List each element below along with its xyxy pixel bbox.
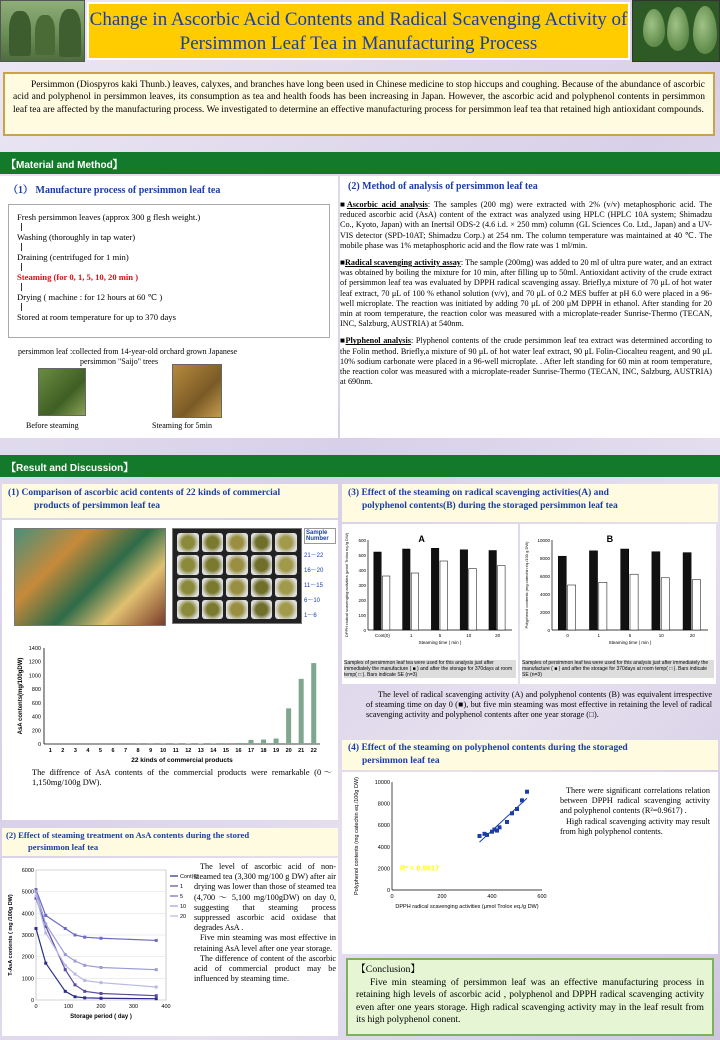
header-tree-photo: [0, 0, 85, 62]
tea-sample-dish: [251, 533, 273, 552]
series-point: [74, 995, 77, 998]
bar: [683, 553, 691, 630]
tea-sample-dish: [177, 578, 199, 597]
y-tick-label: 6000: [539, 574, 550, 579]
tea-sample-dish: [202, 533, 224, 552]
y-tick-label: 0: [363, 628, 366, 633]
x-tick-label: 15: [222, 748, 229, 754]
bar: [440, 561, 447, 630]
legend-label: Cont(0): [180, 874, 199, 880]
leaf-caption-2: persimmon "Saijo" trees: [80, 357, 159, 366]
series-point: [44, 914, 47, 917]
bar: [299, 679, 304, 744]
y-tick-label: 2000: [377, 866, 390, 873]
y-tick-label: 4000: [21, 911, 34, 918]
y-tick-label: 600: [31, 700, 41, 707]
sample-number-label: Sample Number: [304, 528, 336, 544]
tea-sample-dish: [226, 533, 248, 552]
tea-sample-dish: [177, 533, 199, 552]
y-tick-label: 0: [547, 628, 550, 633]
series-point: [35, 895, 38, 898]
bar: [311, 663, 316, 744]
data-point: [498, 825, 502, 829]
header-leaves-photo: [632, 0, 720, 62]
r-squared-label: R² = 0.9617: [400, 863, 440, 873]
result4-text-1: There were significant correlations relation between DPPH radical scavenging activity and polyphenol contents (R²=0.9617) .: [560, 786, 710, 816]
x-tick-label: 10: [160, 748, 167, 754]
x-axis-label: Storage period ( day ): [70, 1014, 132, 1020]
y-tick-label: 8000: [377, 801, 390, 808]
x-tick-label: 3: [73, 748, 77, 754]
title-line-2: Persimmon Leaf Tea in Manufacturing Process: [179, 33, 538, 54]
tea-samples-photo: [172, 528, 302, 624]
flow-step-steaming: Steaming (for 0, 1, 5, 10, 20 min ): [17, 272, 139, 282]
result1-heading-2: products of persimmon leaf tea: [34, 501, 160, 511]
chart-b-note: Samples of persimmon leaf tea were used for this analysis just after immediately the manufacture ( ■ ) and after the storage for 370days at room temp( □ ). Bars indicate SE (n=3): [522, 660, 714, 678]
data-point: [515, 807, 519, 811]
series-point: [44, 923, 47, 926]
tea-sample-dish: [177, 600, 199, 619]
tea-sample-grid: [173, 529, 301, 623]
series-point: [64, 927, 67, 930]
x-tick-label: 1: [48, 748, 52, 754]
series-point: [74, 960, 77, 963]
page-title: [87, 2, 630, 60]
y-tick-label: 0: [37, 742, 41, 748]
y-tick-label: 1200: [28, 659, 41, 666]
bar: [568, 585, 576, 630]
bar: [661, 578, 669, 630]
dpph-bar-chart: [342, 528, 518, 658]
sample-group-4: 6～10: [304, 598, 321, 604]
bar: [599, 582, 607, 630]
y-tick-label: 1000: [28, 673, 41, 680]
tea-sample-dish: [202, 555, 224, 574]
bar: [630, 574, 638, 630]
x-tick-label: 10: [658, 633, 664, 638]
y-axis-label: DPPH radical scavenging activities (μmol Trolox eq./g DW): [344, 532, 349, 638]
x-tick-label: 200: [437, 894, 447, 900]
result1-caption: The diffrence of AsA contents of the commercial products were remarkable (0～1,150mg/100g DW).: [32, 768, 332, 788]
tea-sample-dish: [202, 578, 224, 597]
series-point: [64, 990, 67, 993]
bar: [652, 552, 660, 630]
x-tick-label: 4: [86, 748, 90, 754]
x-tick-label: 18: [260, 748, 267, 754]
x-tick-label: 1: [597, 633, 601, 638]
x-tick-label: 5: [438, 633, 442, 638]
sample-group-3: 11～15: [304, 583, 323, 589]
tea-sample-dish: [226, 600, 248, 619]
manufacture-heading: （1） Manufacture process of persimmon leaf tea: [8, 185, 221, 196]
y-tick-label: 6000: [21, 868, 34, 874]
series-point: [100, 997, 103, 1000]
x-tick-label: Cont(0): [374, 633, 390, 638]
y-tick-label: 8000: [539, 556, 550, 561]
title-line-1: Change in Ascorbic Acid Contents and Radical Scavenging Activity of: [89, 9, 628, 30]
y-tick-label: 600: [358, 538, 366, 543]
x-tick-label: 12: [185, 748, 192, 754]
photo-after-label: Steaming for 5min: [152, 421, 212, 430]
data-point: [510, 811, 514, 815]
conclusion-text: Five min steaming of persimmon leaf was an effective manufacturing process in retaining high levels of ascorbic acid , polyphenol and DPPH radical scavenging activity even after one years storage. High radical scavenging activity may in the leaf result from its high polyphenol conent.: [356, 976, 704, 1026]
tea-sample-dish: [275, 600, 297, 619]
result4-heading-2: persimmon leaf tea: [362, 756, 440, 766]
y-tick-label: 800: [31, 687, 41, 694]
result2-text-2: Five min steaming was most effective in retaining AsA level after one year storage.: [194, 933, 336, 953]
y-tick-label: 5000: [21, 889, 34, 896]
series-point: [100, 981, 103, 984]
x-tick-label: 17: [247, 748, 255, 754]
method-ascorbic: ■Ascorbic acid analysis: The samples (200 mg) were extracted with 2% (v/v) metaphosphoric acid. The reduced ascorbic acid (AsA) content of the extract was analyzed using HPLC (HPLC 10A system; Shimadzu Co., Kyoto, Japan) with an Inertsil ODS-2 (4.6 i.d. × 250 mm) column (GL Sciences Co. Ltd., Japan) and a UV-VIS detector (SPD-10AT; Shimadzu Corp.) at 254 nm. The column temperature was maintained at 40 ℃. The mobile phase was 1% metaphosphoric acid and the flow rate was 1 ml/min.: [340, 200, 712, 250]
bar: [460, 550, 467, 630]
bar: [469, 569, 476, 631]
tea-sample-dish: [275, 578, 297, 597]
x-tick-label: 13: [197, 748, 204, 754]
data-point: [520, 798, 524, 802]
bar: [382, 576, 389, 630]
flow-step-drying: Drying ( machine : for 12 hours at 60 ℃ ): [17, 292, 163, 302]
result2-heading-1: (2) Effect of steaming treatment on AsA contents during the stored: [6, 830, 250, 840]
bar: [403, 549, 410, 630]
tea-sample-dish: [251, 555, 273, 574]
sample-group-2: 16～20: [304, 568, 324, 574]
series-point: [83, 936, 86, 939]
result2-text-3: The difference of content of the ascorbic acid of commercial product may be influenced by steaming time.: [194, 953, 336, 984]
leaf-caption-1: persimmon leaf :collected from 14-year-old orchard grown Japanese: [18, 347, 238, 356]
conclusion-heading: 【Conclusion】: [356, 964, 421, 975]
bar: [558, 556, 566, 630]
y-tick-label: 500: [358, 553, 366, 558]
data-point: [505, 820, 509, 824]
y-tick-label: 200: [358, 598, 366, 603]
section-material-method: 【Material and Method】: [0, 152, 720, 174]
flow-step-fresh: Fresh persimmon leaves (approx 300 g flesh weight.): [17, 212, 201, 222]
x-tick-label: 22: [310, 748, 317, 754]
x-tick-label: 1: [409, 633, 413, 638]
tea-sample-dish: [251, 600, 273, 619]
x-tick-label: 6: [111, 748, 115, 754]
y-tick-label: 200: [31, 728, 41, 735]
x-tick-label: 0: [566, 633, 569, 638]
x-tick-label: 0: [34, 1004, 38, 1010]
y-axis-label: AsA contents(mg/100gDW): [18, 657, 24, 735]
photo-before-label: Before steaming: [26, 421, 79, 430]
analysis-methods: [340, 200, 712, 394]
series-point: [64, 964, 67, 967]
y-axis-label: T-AsA contents ( mg /100g DW): [8, 894, 14, 976]
y-tick-label: 400: [358, 568, 366, 573]
result3-text: The level of radical scavenging activity (A) and polyphenol contents (B) was equivalent irrespective of steaming time on day 0 (■), but five min steaming was most effective in retaining the level of radical scavenging activity and polyphenol contents after one year storage (□).: [366, 690, 712, 720]
y-tick-label: 4000: [539, 592, 550, 597]
result4-heading-1: (4) Effect of the steaming on polyphenol contents during the storaged: [348, 743, 628, 753]
x-tick-label: 14: [210, 748, 217, 754]
series-point: [35, 927, 38, 930]
y-tick-label: 0: [386, 888, 390, 894]
data-point: [525, 790, 529, 794]
legend-label: 5: [180, 894, 184, 900]
bar: [261, 740, 266, 744]
method-polyphenol: ■Plyphenol analysis: Plyphenol contents of the crude persimmon leaf tea extract was determined according to the Folin method. Briefly,a mixture of 90 μL of hot water leaf extract, 90 μL Folin-Ciocalteu reagent, and 90 μL 10% sodium carbonate were placed in a 96-well microplate. . After left standing for 60 min at room temperature, the reaction color was measured with a microplate-reader Sunrise-Thermo (TECAN, INC, Salzburg, AUSTRIA) at 690nm.: [340, 336, 712, 387]
bar: [286, 708, 291, 744]
series-point: [100, 937, 103, 940]
series-point: [74, 934, 77, 937]
x-tick-label: 19: [273, 748, 280, 754]
tea-sample-dish: [177, 555, 199, 574]
y-axis-label: Polyphenol contents (mg catechin eq./100g DW): [354, 776, 360, 896]
x-tick-label: 20: [689, 633, 695, 638]
series-point: [100, 966, 103, 969]
x-tick-label: 9: [149, 748, 153, 754]
data-point: [478, 834, 482, 838]
x-tick-label: 21: [298, 748, 305, 754]
dpph-polyphenol-scatter: [344, 776, 554, 926]
x-tick-label: 300: [128, 1004, 139, 1010]
tea-sample-dish: [251, 578, 273, 597]
series-point: [74, 973, 77, 976]
bar: [621, 549, 629, 630]
bar: [692, 580, 700, 630]
x-axis-label: DPPH radical scavenging activities (μmol Trolox eq./g DW): [395, 904, 539, 910]
x-tick-label: 0: [390, 894, 394, 900]
series-point: [64, 953, 67, 956]
asa-storage-line-chart: [4, 862, 199, 1034]
method-radical: ■Radical scavenging activity assay: The sample (200mg) was added to 20 ml of ultra pure water, and an extract was obtained by boiling the mixture for 10 min, after filling up to 50ml. Antioxidant activity of the crude extract of persimmon leaf tea was evaluated by DPPH radical scavenging assay. Briefly,a mixture of 70 μL of hot water leaf extract, 70 μL of 100 % ethanol solution (v/v), and 70 μL of 0.2 MES buffer at pH 6.0 were placed in a 96-well microplate. The reaction was initiated by adding 70 μL of 200 μM DPPH in ethanol. After standing for 20 min at room temperature, the reaction color was measured with a microplate-reader Sunrise-Thermo (TECAN, INC, Salzburg, AUSTRIA) at 540nm.: [340, 258, 713, 329]
y-tick-label: 2000: [539, 610, 550, 615]
x-tick-label: 20: [495, 633, 501, 638]
result1-heading-1: (1) Comparison of ascorbic acid contents of 22 kinds of commercial: [8, 488, 281, 498]
y-tick-label: 3000: [21, 933, 34, 939]
bar: [489, 551, 496, 631]
x-tick-label: 7: [124, 748, 128, 754]
x-tick-label: 200: [96, 1004, 106, 1010]
tea-sample-dish: [275, 555, 297, 574]
x-axis-label: Steaming time ( min ): [418, 640, 462, 645]
x-tick-label: 5: [628, 633, 632, 638]
bar: [374, 552, 381, 630]
series-point: [155, 939, 158, 942]
panel-label: B: [606, 534, 614, 544]
y-tick-label: 1000: [21, 976, 34, 983]
bar: [223, 743, 228, 744]
series-point: [83, 979, 86, 982]
manufacture-flowchart: [8, 204, 330, 338]
bar: [411, 573, 418, 630]
photo-before-steaming: [38, 368, 86, 416]
asa-commercial-bar-chart: [14, 640, 326, 764]
flow-step-draining: Draining (centrifuged for 1 min): [17, 252, 129, 262]
series-point: [74, 983, 77, 986]
y-tick-label: 4000: [377, 844, 390, 851]
x-tick-label: 11: [172, 748, 179, 754]
flow-step-washing: Washing (thoroughly in tap water): [17, 232, 136, 242]
series-point: [35, 890, 38, 893]
result3-heading-2: polyphenol contents(B) during the storaged persimmon leaf tea: [362, 501, 618, 511]
tea-sample-dish: [202, 600, 224, 619]
bar: [431, 548, 438, 630]
bar: [274, 739, 279, 744]
x-tick-label: 600: [537, 894, 547, 900]
x-tick-label: 20: [285, 748, 292, 754]
x-tick-label: 10: [466, 633, 472, 638]
legend-label: 20: [180, 914, 187, 920]
y-tick-label: 10000: [537, 538, 550, 543]
y-axis-label: Polyphenol contents (mg catechin eq./100 g DW): [524, 541, 529, 629]
series-point: [83, 996, 86, 999]
series-point: [155, 997, 158, 1000]
legend-label: 10: [180, 904, 187, 910]
commercial-products-photo: [14, 528, 166, 626]
analysis-heading: (2) Method of analysis of persimmon leaf tea: [348, 181, 538, 192]
result2-text: [194, 862, 336, 984]
y-tick-label: 1400: [28, 646, 41, 652]
y-tick-label: 300: [358, 583, 366, 588]
introduction: [3, 72, 715, 136]
intro-text: Persimmon (Diospyros kaki Thunb.) leaves, calyxes, and branches have long been used in Chinese medicine to stop hiccups and coughing. Because of the abundance of ascorbic acid and polyphenol in persimmon leaves, its consumption as tea and health foods has been increasing in Japan. However, the ascorbic acid and polyphenol contents in persimmon leaf tea are affected by the manufacturing process. We investigated to determine an effective manufacturing process for persimmon leaf tea that retained high antioxidant compounds.: [13, 80, 705, 115]
x-tick-label: 8: [136, 748, 140, 754]
series-point: [64, 968, 67, 971]
y-tick-label: 0: [30, 998, 34, 1004]
result2-heading-2: persimmon leaf tea: [28, 842, 99, 852]
series-point: [83, 964, 86, 967]
series-point: [100, 992, 103, 995]
result4-text: [560, 786, 710, 837]
tea-sample-dish: [275, 533, 297, 552]
sample-number-legend: [304, 528, 336, 624]
x-tick-label: 16: [235, 748, 242, 754]
legend-label: 1: [180, 884, 184, 890]
series-point: [155, 986, 158, 989]
series-point: [155, 968, 158, 971]
series-point: [83, 990, 86, 993]
photo-after-steaming: [172, 364, 222, 418]
sample-group-1: 21～22: [304, 553, 324, 559]
polyphenol-bar-chart: [522, 528, 714, 658]
section-result-discussion: 【Result and Discussion】: [0, 455, 720, 477]
flow-step-stored: Stored at room temperature for up to 370 days: [17, 312, 176, 322]
bar: [211, 743, 216, 744]
x-axis-label: 22 kinds of commercial products: [131, 757, 233, 764]
y-tick-label: 2000: [21, 954, 34, 961]
tea-sample-dish: [226, 578, 248, 597]
series-point: [155, 994, 158, 997]
chart-a-note: Samples of persimmon leaf tea were used for this analysis just after immediately the manufacture ( ■ ) and after the storage for 370days at room temp( □ ). Bars indicate SE (n=3): [344, 660, 516, 678]
series-point: [44, 962, 47, 965]
y-tick-label: 400: [31, 714, 41, 721]
y-tick-label: 6000: [377, 823, 390, 830]
x-tick-label: 400: [487, 894, 497, 900]
result2-text-1: The level of ascorbic acid of non-steamed tea (3,300 mg/100 g DW) after air drying was lower than those of steamed tea (4,700 ～ 5,100 mg/100gDW) on day 0, suggesting that steaming process suppressed ascorbic acid oxidase that degrades AsA .: [194, 862, 336, 933]
result3-heading-1: (3) Effect of the steaming on radical scavenging activities(A) and: [348, 488, 609, 498]
x-tick-label: 100: [63, 1004, 74, 1010]
x-tick-label: 2: [61, 748, 65, 754]
series-point: [44, 931, 47, 934]
result4-text-2: High radical scavenging activity may result from high polyphenol contents.: [560, 816, 710, 836]
x-tick-label: 400: [161, 1004, 171, 1010]
y-tick-label: 100: [358, 613, 366, 618]
x-axis-label: Steaming time ( min ): [608, 640, 652, 645]
sample-group-5: 1～6: [304, 613, 317, 619]
conclusion-box: [346, 958, 714, 1036]
tea-sample-dish: [226, 555, 248, 574]
y-tick-label: 10000: [374, 780, 390, 786]
bar: [236, 743, 241, 744]
bar: [248, 740, 253, 744]
x-tick-label: 5: [98, 748, 102, 754]
bar: [198, 743, 203, 744]
bar: [589, 551, 597, 630]
panel-label: A: [418, 534, 425, 544]
data-point: [485, 833, 489, 837]
bar: [498, 566, 505, 631]
